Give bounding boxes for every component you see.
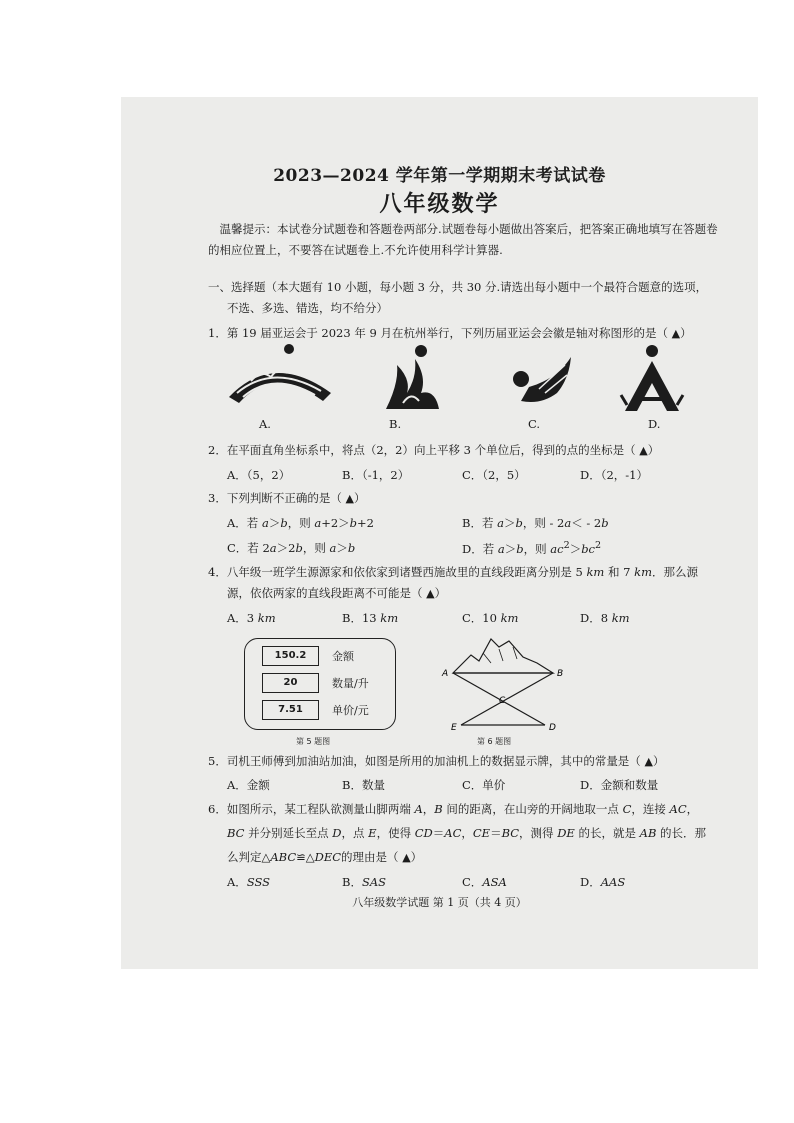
fig5-caption: 第 5 题图 — [296, 737, 331, 746]
emblem-d — [621, 345, 683, 411]
q1-option-b[interactable]: B. — [389, 417, 402, 431]
emblem-a-sun — [284, 344, 294, 354]
emblem-d-body — [625, 361, 679, 411]
q2-option-c[interactable]: C．（2，5） — [462, 468, 526, 482]
answer-mark: ▲ — [426, 587, 435, 600]
exam-subtitle: 八年级数学 — [379, 191, 500, 217]
fig6-caption: 第 6 题图 — [477, 737, 512, 746]
segment-be — [461, 673, 553, 725]
exam-title: 2023—2024 学年第一学期期末考试试卷 — [273, 166, 606, 186]
point-e-label: E — [451, 723, 457, 733]
answer-mark: ▲ — [345, 492, 354, 505]
q2-stem: 2．在平面直角坐标系中，将点（2，2）向上平移 3 个单位后，得到的点的坐标是（ ▲） — [208, 443, 660, 457]
q2-option-d[interactable]: D．（2，-1） — [580, 468, 648, 482]
q4-stem-line1: 4．八年级一班学生源源家和依依家到诸暨西施故里的直线段距离分别是 5 km 和 7 km．那么源 — [208, 565, 698, 579]
point-b-label: B — [557, 669, 564, 679]
mountain-outline — [453, 639, 553, 673]
q4-option-d[interactable]: D．8 km — [580, 611, 630, 625]
q1-option-c[interactable]: C. — [528, 417, 541, 431]
answer-mark: ▲ — [671, 327, 681, 340]
q3-stem: 3．下列判断不正确的是（ ▲） — [208, 491, 366, 505]
emblem-d-sun — [646, 345, 658, 357]
q3-option-a[interactable]: A．若 a＞b，则 a+2＞b+2 — [227, 516, 374, 530]
q1-stem: 1．第 19 届亚运会于 2023 年 9 月在杭州举行，下列历届亚运会会徽是轴对称图形的是（ ▲） — [208, 326, 692, 340]
label-price: 单价/元 — [332, 704, 369, 717]
display-price: 7.51 — [262, 700, 319, 720]
answer-mark: ▲ — [639, 444, 648, 457]
exam-page — [121, 97, 758, 969]
section-heading: 一、选择题（本大题有 10 小题，每小题 3 分，共 30 分.请选出每小题中一个最符合题意的选项， — [208, 280, 708, 294]
q6-option-c[interactable]: C．ASA — [462, 875, 507, 889]
q6-stem-line3: 么判定△ABC≌△DEC的理由是（ ▲） — [227, 850, 423, 864]
emblem-b-flame — [386, 359, 439, 409]
emblem-b-sun — [415, 345, 427, 357]
q4-option-b[interactable]: B．13 km — [342, 611, 399, 625]
q1-option-a[interactable]: A. — [259, 417, 271, 431]
label-quantity: 数量/升 — [332, 677, 369, 690]
answer-mark: ▲ — [644, 755, 653, 768]
notice-text: 温馨提示：本试卷分试题卷和答题卷两部分.试题卷每小题做出答案后，把答案正确地填写在答题卷的相应位置上，不要答在试题卷上.不允许使用科学计算器. — [208, 222, 718, 257]
q5-option-d[interactable]: D．金额和数量 — [580, 778, 659, 792]
display-quantity: 20 — [262, 673, 319, 693]
q6-option-d[interactable]: D．AAS — [580, 875, 626, 889]
answer-mark: ▲ — [402, 851, 411, 864]
q3-option-d[interactable]: D．若 a＞b，则 $ac^2>bc^2$ — [462, 540, 602, 556]
q6-stem-line1: 6．如图所示，某工程队欲测量山脚两端 A，B 间的距离，在山旁的开阔地取一点 C，连接 AC， — [208, 802, 699, 816]
section-heading-cont: 不选、多选、错选，均不给分） — [227, 301, 388, 315]
q6-option-b[interactable]: B．SAS — [342, 875, 387, 889]
q3-option-c[interactable]: C．若 2a＞2b，则 a＞b — [227, 541, 356, 555]
q1-option-d[interactable]: D. — [648, 417, 661, 431]
q3-option-b[interactable]: B．若 a＞b，则 - 2a＜ - 2b — [462, 516, 609, 530]
q5-stem: 5．司机王师傅到加油站加油，如图是所用的加油机上的数据显示牌，其中的常量是（ ▲） — [208, 754, 665, 768]
q4-stem-line2: 源，依依两家的直线段距离不可能是（ ▲） — [227, 586, 447, 600]
q2-option-b[interactable]: B．（-1，2） — [342, 468, 410, 482]
emblem-c — [513, 357, 571, 402]
q5-option-c[interactable]: C．单价 — [462, 778, 506, 792]
point-c-label: C — [499, 696, 506, 706]
display-amount: 150.2 — [262, 646, 319, 666]
label-amount: 金额 — [332, 650, 354, 663]
point-a-label: A — [442, 669, 449, 679]
q1-emblems — [221, 343, 701, 415]
q4-option-c[interactable]: C．10 km — [462, 611, 519, 625]
q5-option-b[interactable]: B．数量 — [342, 778, 385, 792]
emblem-b — [386, 345, 439, 409]
emblem-a — [229, 344, 331, 403]
q4-option-a[interactable]: A．3 km — [227, 611, 276, 625]
q6-option-a[interactable]: A．SSS — [227, 875, 271, 889]
page-footer: 八年级数学试题 第 1 页（共 4 页） — [352, 896, 527, 909]
q2-option-a[interactable]: A．（5，2） — [227, 468, 291, 482]
q6-stem-line2: BC 并分别延长至点 D，点 E，使得 CD＝AC，CE＝BC，测得 DE 的长，就是 AB 的长．那 — [227, 826, 707, 840]
point-d-label: D — [549, 723, 556, 733]
emblem-c-sun — [513, 371, 529, 387]
fig6-diagram — [437, 633, 577, 733]
q5-option-a[interactable]: A．金额 — [227, 778, 270, 792]
